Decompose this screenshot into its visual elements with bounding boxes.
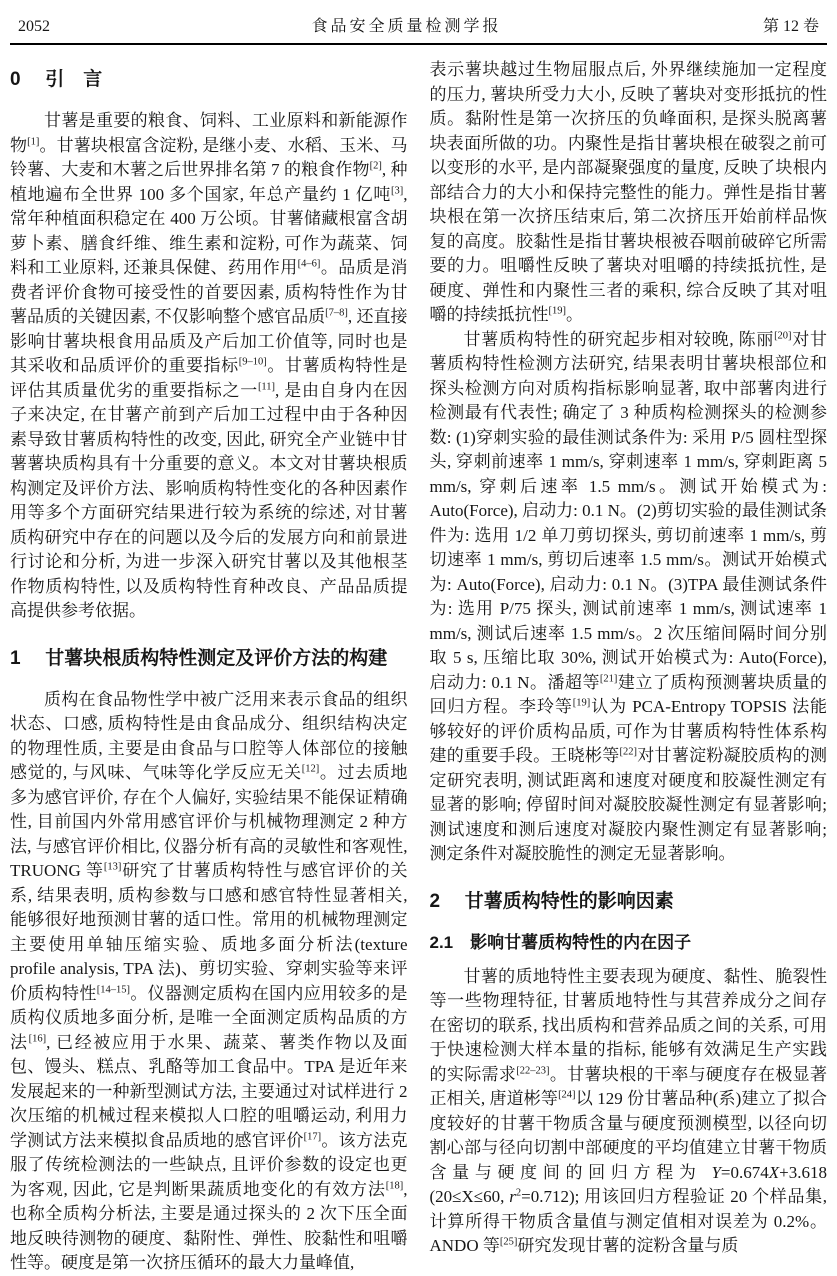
paragraph: 甘薯是重要的粮食、饲料、工业原料和新能源作物[1]。甘薯块根富含淀粉, 是继小麦、水稻、玉米、马铃薯、大麦和木薯之后世界排名第 7 的粮食作物[2], 种植地遍布全世界 100 多个国家, 年总产量约 1 亿吨[3], 常年种植面积稳定在 400 万公顷。甘薯储藏根富含胡萝卜素、膳食纤维、维生素和淀粉, 可作为蔬菜、饲料和工业原料, 还兼具保健、药用作用[4–6]。品质是消费者评价食物可接受性的首要因素, 质构特性作为甘薯品质的关键因素, 不仅影响整个感官品质[7–8], 还直接影响甘薯块根食用品质及产后加工价值等, 同时也是其采收和品质评价的重要指标[9–10]。甘薯质构特性是评估其质量优劣的重要指标之一[11], 是由自身内在因子来决定, 在甘薯产前到产后加工过程中由于各种因素导致甘薯质构特性的改变, 因此, 研究全产业链中甘薯薯块质构具有十分重要的意义。本文对甘薯块根质构测定及评价方法、影响质构特性变化的各种因素作用等多个方面研究结果进行较为系统的综述, 对甘薯质构研究中存在的问题以及今后的发展方向和前景进行讨论和分析, 为进一步深入研究甘薯以及其他根茎作物质构特性, 以及质构特性育种改良、产品品质提高提供参考依据。 [10,111,408,620]
right-column [430,58,828,1276]
superscript-reference: [22] [619,746,637,758]
superscript-reference: [18] [385,1179,404,1191]
section-heading-1 [10,646,408,672]
section-heading-2.1 [430,931,828,955]
superscript-reference: [9–10] [238,356,267,368]
section-title: 甘薯质构特性的影响因素 [464,890,674,912]
formula-variable: r [509,1187,516,1206]
paragraph: 甘薯的质地特性主要表现为硬度、黏性、脆裂性等一些物理特征, 甘薯质地特性与其营养成分之间存在密切的联系, 找出质构和营养品质之间的关系, 可用于快速检测大样本量的指标, 能够有效满足生产实践的实际需求[22–23]。甘薯块根的干率与硬度存在极显著正相关, 唐道彬等[24]以 129 份甘薯品种(系)建立了拟合度较好的甘薯干物质含量与硬度预测模型, 以径向切割心部与径向切割中部硬度的平均值建立甘薯干物质含量与硬度间的回归方程为 Y=0.674X+3.618 (20≤X≤60, $r^2=0.712$); 用该回归方程验证 20 个样品集, 计算所得干物质含量值与测定值相对误差为 0.2%。ANDO 等[25]研究发现甘薯的淀粉含量与质 [429,966,828,1255]
superscript-reference: [16] [28,1032,47,1044]
section-number: 1 [10,647,21,669]
section-heading-2 [430,889,828,915]
superscript-reference: [13] [103,861,122,873]
superscript-reference: [7–8] [325,307,348,319]
superscript-reference: [24] [558,1089,576,1101]
section-heading-0 [10,67,408,93]
journal-title: 食品安全质量检测学报 [311,18,502,35]
superscript-reference: [21] [599,672,618,684]
page-number: 2052 [18,18,50,35]
paragraph: 表示薯块越过生物屈服点后, 外界继续施加一定程度的压力, 薯块所受力大小, 反映了薯块对变形抵抗的性质。黏附性是第一次挤压的负峰面积, 是探头脱离薯块表面所做的功。内聚性是指甘薯块根在破裂之前可以变形的水平, 是内部凝聚强度的量度, 反映了块根内部结合力的大小和保持完整性的能力。弹性是指甘薯块根在第一次挤压结束后, 第二次挤压开始前样品恢复的高度。胶黏性是指甘薯块根被吞咽前破碎它所需要的力。咀嚼性反映了薯块对咀嚼的持续抵抗性, 是硬度、弹性和内聚性三者的乘积, 综合反映了其对咀嚼的持续抵抗性[19]。 [429,60,827,324]
superscript-reference: [19] [572,697,591,709]
section-number: 2.1 [429,932,454,952]
paragraph: 甘薯质构特性的研究起步相对较晚, 陈丽[20]对甘薯质构特性检测方法研究, 结果表明甘薯块根部位和探头检测方向对质构指标影响显著, 取中部薯肉进行检测最有代表性; 确定了 3 种质构检测探头的检测参数: (1)穿刺实验的最佳测试条件为: 采用 P/5 圆柱型探头, 穿刺前速率 1 mm/s, 穿刺速率 1 mm/s, 穿刺距离 5 mm/s, 穿刺后速率 1.5 mm/s。测试开始模式为: Auto(Force), 启动力: 0.1 N。(2)剪切实验的最佳测试条件为: 选用 1/2 单刀剪切探头, 剪切前速率 1 mm/s, 剪切速率 1 mm/s, 剪切后速率 1.5 mm/s。测试开始模式为: Auto(Force), 启动力: 0.1 N。(3)TPA 最佳测试条件为: 选用 P/75 探头, 测试前速率 1 mm/s, 测试速率 1 mm/s, 测试后速率 1.5 mm/s。2 次压缩间隔时间分别取 5 s, 压缩比取 30%, 测试开始模式为: Auto(Force), 启动力: 0.1 N。潘超等[21]建立了质构预测薯块质量的回归方程。李玲等[19]认为 PCA-Entropy TOPSIS 法能够较好的评价质构品质, 可作为甘薯质构特性体系构建的重要手段。王晓彬等[22]对甘薯淀粉凝胶质构的测定研究表明, 测试距离和速度对硬度和胶凝性测定有显著的影响; 停留时间对凝胶胶凝性测定有显著影响; 测试速度和测后速度对凝胶内聚性测定有显著影响; 测定条件对凝胶脆性的测定无显著影响。 [429,329,828,863]
superscript-reference: [3] [391,184,404,196]
superscript-reference: [4–6] [297,258,321,270]
superscript-reference: [25] [499,1236,518,1248]
volume-label: 第 12 卷 [762,18,819,35]
page-header [10,0,827,43]
formula-variable: X [768,1162,780,1182]
section-number: 2 [429,890,441,912]
superscript-reference: [11] [257,380,276,392]
superscript-reference: [14–15] [96,983,130,995]
left-column [10,58,408,1276]
superscript-reference: [19] [548,305,566,317]
section-number: 0 [10,69,21,90]
article-body [10,45,827,1276]
superscript-reference: [22–23] [516,1064,550,1076]
superscript-reference: [17] [303,1130,322,1142]
formula-variable: Y [711,1162,721,1182]
superscript-reference: [20] [774,329,792,341]
superscript-reference: [2] [369,160,382,172]
section-title: 引 言 [45,69,103,90]
superscript-reference: [12] [301,763,320,775]
section-title: 甘薯块根质构特性测定及评价方法的构建 [45,647,388,669]
superscript-reference: [1] [27,135,40,147]
section-title: 影响甘薯质构特性的内在因子 [470,932,692,952]
superscript-reference: 2 [515,1187,522,1199]
paragraph: 质构在食品物性学中被广泛用来表示食品的组织状态、口感, 质构特性是由食品成分、组织结构决定的物理性质, 主要是由食品与口腔等人体部位的接触感觉的, 与风味、气味等化学反应无关[12]。过去质地多为感官评价, 存在个人偏好, 实验结果不能保证精确性, 目前国内外常用感官评价与机械物理测定 2 种方法, 与感官评价相比, 仪器分析有高的灵敏性和客观性, TRUONG 等[13]研究了甘薯质构特性与感官评价的关系, 结果表明, 质构参数与口感和感官特性显著相关, 能够很好地预测甘薯的适口性。常用的机械物理测定主要使用单轴压缩实验、质地多面分析法(texture profile analysis, TPA 法)、剪切实验、穿刺实验等来评价质构特性[14–15]。仪器测定质构在国内应用较多的是质构仪质地多面分析, 是唯一全面测定质构品质的方法[16], 已经被应用于水果、蔬菜、薯类作物以及面包、馒头、糕点、乳酪等加工食品中。TPA 是近年来发展起来的一种新型测试方法, 主要通过对试样进行 2 次压缩的机械过程来模拟人口腔的咀嚼运动, 利用力学测试方法来模拟食品质地的感官评价[17]。该方法克服了传统检测法的一些缺点, 且评价参数的设定也更为客观, 因此, 它是判断果蔬质地变化的有效方法[18], 也称全质构分析法, 主要是通过探头的 2 次下压全面地反映待测物的硬度、黏附性、弹性、胶黏性和咀嚼性等。硬度是第一次挤压循环的最大力量峰值, [10,689,408,1272]
